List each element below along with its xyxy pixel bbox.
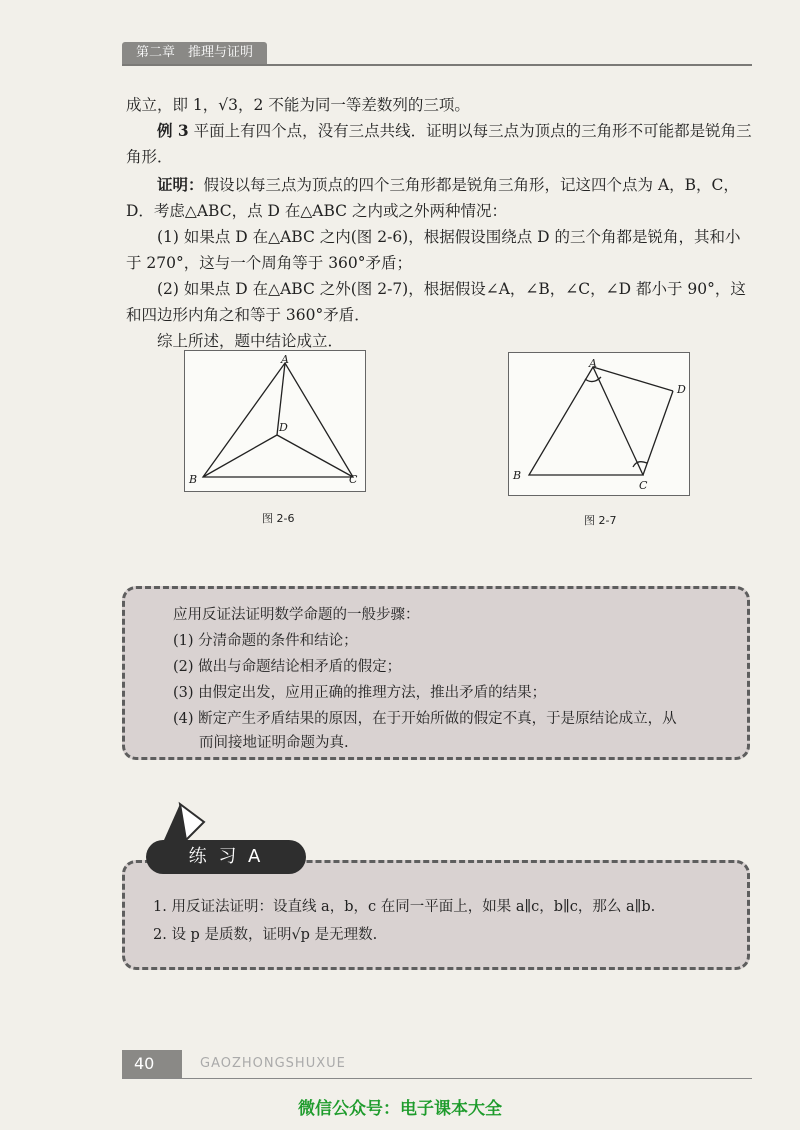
- fig1-label-c: C: [349, 473, 358, 486]
- exercise-q1: 1. 用反证法证明：设直线 a，b，c 在同一平面上，如果 a∥c，b∥c，那么 a∥b.: [153, 899, 656, 915]
- example-text: 平面上有四个点，没有三点共线．证明以每三点为顶点的三角形不可能都是锐角三角形．: [126, 122, 752, 166]
- summary-step-4a: (4) 断定产生矛盾结果的原因，在于开始所做的假定不真，于是原结论成立，从: [173, 711, 677, 727]
- summary-step-3: (3) 由假定出发，应用正确的推理方法，推出矛盾的结果；: [173, 685, 547, 701]
- figure-2-6-diagram: [185, 351, 365, 491]
- example-3: [126, 118, 752, 170]
- caption-2-6: 图 2-6: [262, 512, 295, 525]
- header-rule: [122, 64, 752, 66]
- footer-rule: [122, 1078, 752, 1079]
- page-number: 40: [122, 1050, 182, 1078]
- summary-step-1: (1) 分清命题的条件和结论；: [173, 633, 358, 649]
- conclusion: 综上所述，题中结论成立．: [157, 332, 344, 350]
- text-line-1: 成立，即 1，√3，2 不能为同一等差数列的三项。: [126, 96, 470, 114]
- example-label: 例 3: [157, 121, 189, 140]
- footer-brand: GAOZHONGSHUXUE: [200, 1056, 346, 1071]
- figure-2-7-diagram: [509, 353, 689, 495]
- fig2-label-a: A: [589, 357, 597, 370]
- summary-step-2: (2) 做出与命题结论相矛盾的假定；: [173, 659, 402, 675]
- proof-label: 证明：: [157, 175, 204, 194]
- watermark: 微信公众号：电子课本大全: [298, 1099, 502, 1119]
- figure-2-6: [184, 350, 366, 492]
- fig1-label-d: D: [279, 421, 288, 434]
- fig1-label-b: B: [189, 473, 198, 486]
- exercise-badge: 练 习 A: [146, 840, 306, 874]
- fig1-label-a: A: [281, 353, 289, 366]
- proof-text: 假设以每三点为顶点的四个三角形都是锐角三角形，记这四个点为 A，B，C，D．考虑△ABC，点 D 在△ABC 之内或之外两种情况：: [126, 176, 739, 220]
- exercise-box: [122, 860, 750, 970]
- caption-2-7: 图 2-7: [584, 514, 617, 527]
- proof-paragraph: [126, 172, 752, 224]
- summary-title: 应用反证法证明数学命题的一般步骤：: [173, 607, 420, 623]
- case-1: (1) 如果点 D 在△ABC 之内(图 2-6)，根据假设围绕点 D 的三个角都是锐角，其和小于 270°，这与一个周角等于 360°矛盾；: [126, 228, 741, 272]
- summary-box: [122, 586, 750, 760]
- case-2: (2) 如果点 D 在△ABC 之外(图 2-7)，根据假设∠A，∠B，∠C，∠D 都小于 90°，这和四边形内角之和等于 360°矛盾．: [126, 280, 746, 324]
- fig2-label-b: B: [513, 469, 522, 482]
- chapter-header: [122, 40, 752, 66]
- summary-step-4b: 而间接地证明命题为真.: [199, 735, 349, 751]
- fig2-label-d: D: [677, 383, 686, 396]
- chapter-title: 第二章 推理与证明: [122, 42, 267, 64]
- fig2-label-c: C: [639, 479, 648, 492]
- figure-2-7: [508, 352, 690, 496]
- exercise-q2: 2. 设 p 是质数，证明√p 是无理数.: [153, 927, 378, 943]
